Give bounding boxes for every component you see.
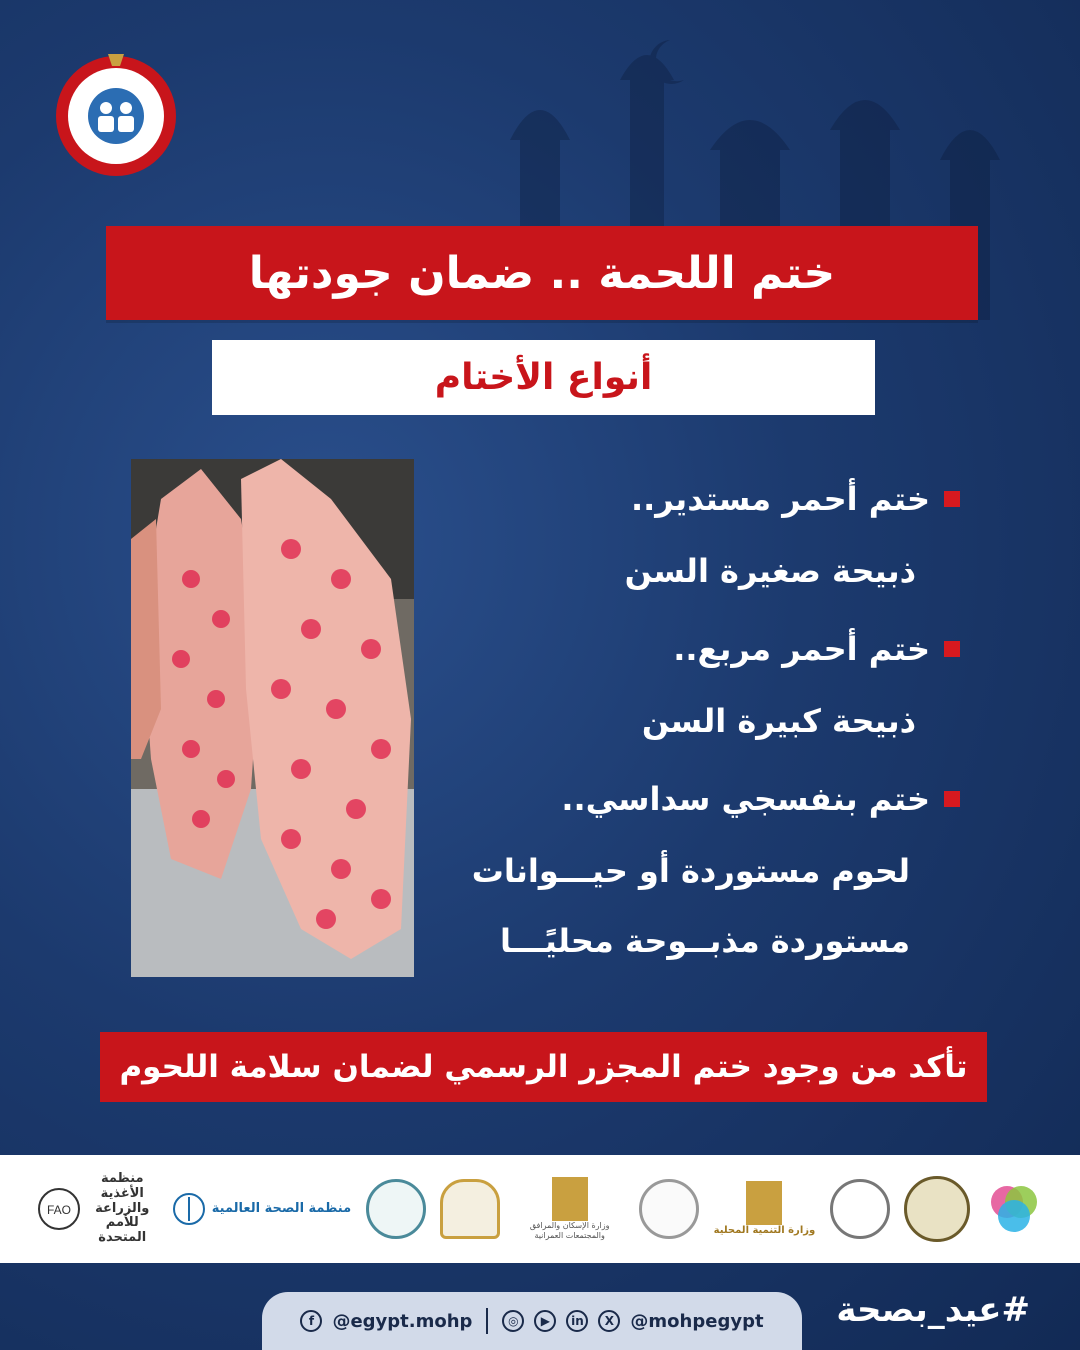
- who-logo: [172, 1192, 351, 1226]
- stamp-desc: مستوردة مذبــوحة محليًـــا: [499, 922, 910, 960]
- stamp-item-2: [673, 630, 960, 668]
- stamp-separator: ..: [673, 630, 698, 668]
- stamp-name: ختم أحمر مستدير: [655, 480, 930, 518]
- bullet-icon: [944, 641, 960, 657]
- eagle-seal-icon: [830, 1179, 890, 1239]
- stamp-separator: ..: [561, 780, 586, 818]
- page-title: ختم اللحمة .. ضمان جودتها: [248, 247, 836, 299]
- page-subtitle: أنواع الأختام: [434, 357, 653, 398]
- food-safety-icon: [366, 1179, 426, 1239]
- social-handle[interactable]: @mohpegypt: [630, 1310, 764, 1332]
- housing-ministry-logo: [515, 1177, 625, 1240]
- partners-strip: [0, 1155, 1080, 1263]
- stamp-separator: ..: [630, 480, 656, 518]
- eagle-icon: [746, 1181, 782, 1225]
- title-banner: [106, 226, 978, 320]
- eagle-seal-logo: [830, 1179, 890, 1239]
- svg-text:FAO: FAO: [47, 1203, 72, 1217]
- bullet-icon: [944, 791, 960, 807]
- stamp-types-list: [440, 470, 960, 1010]
- stamp-item-1: [631, 480, 960, 518]
- stamp-desc: لحوم مستوردة أو حيـــوانات: [471, 852, 910, 890]
- stamp-name: ختم أحمر مربع: [697, 630, 930, 668]
- instagram-icon[interactable]: ◎: [502, 1310, 524, 1332]
- bullet-icon: [944, 491, 960, 507]
- local-dev-logo: [714, 1181, 816, 1237]
- who-text: منظمة الصحة العالمية: [211, 1201, 352, 1217]
- subtitle-banner: [212, 340, 875, 415]
- fao-logo: [37, 1172, 157, 1247]
- food-safety-logo: [366, 1179, 426, 1239]
- facebook-handle[interactable]: @egypt.mohp: [332, 1310, 473, 1332]
- stamp-desc: ذبيحة صغيرة السن: [624, 552, 916, 590]
- stamp-item-3: [561, 780, 960, 818]
- eagle-icon: [552, 1177, 588, 1221]
- fao-text: منظمة الأغذية والزراعة للأمم المتحدة: [95, 1170, 150, 1246]
- agriculture-icon: [904, 1176, 970, 1242]
- housing-ministry-text: وزارة الإسكان والمرافق والمجتمعات العمرانية: [529, 1221, 610, 1240]
- cta-text: تأكد من وجود ختم المجزر الرسمي لضمان سلامة اللحوم: [119, 1049, 968, 1085]
- awqaf-logo: [440, 1179, 500, 1239]
- seal-logo: [639, 1179, 699, 1239]
- divider: [486, 1308, 488, 1334]
- hashtag: #عيد_بصحة: [836, 1290, 1030, 1330]
- agriculture-logo: [904, 1176, 970, 1242]
- stamped-meat-photo: [131, 459, 414, 977]
- x-icon[interactable]: X: [598, 1310, 620, 1332]
- linkedin-icon[interactable]: in: [566, 1310, 588, 1332]
- cta-banner: [100, 1032, 987, 1102]
- awqaf-icon: [440, 1179, 500, 1239]
- local-dev-text: وزارة التنمية المحلية: [713, 1225, 816, 1236]
- circles-icon: [985, 1180, 1043, 1238]
- seal-icon: [639, 1179, 699, 1239]
- ministry-logo: [52, 50, 180, 178]
- fao-icon: [37, 1187, 81, 1231]
- who-icon: [172, 1192, 206, 1226]
- stamp-name: ختم بنفسجي سداسي: [585, 780, 930, 818]
- stamp-desc: ذبيحة كبيرة السن: [641, 702, 916, 740]
- facebook-icon[interactable]: f: [300, 1310, 322, 1332]
- youtube-icon[interactable]: ▶: [534, 1310, 556, 1332]
- social-bar: [262, 1292, 802, 1350]
- circles-logo: [985, 1180, 1043, 1238]
